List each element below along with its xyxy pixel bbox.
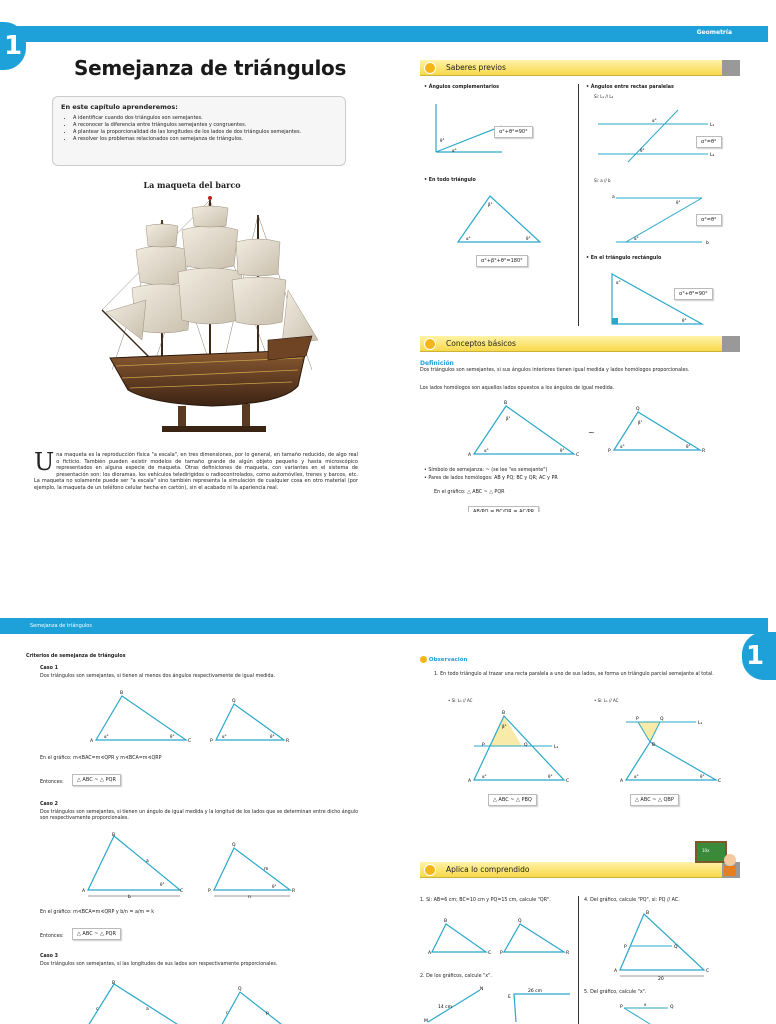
entonces-label: Entonces: (40, 934, 64, 939)
similarity-symbol: ~ (588, 428, 595, 437)
angle-label: α° (616, 280, 621, 285)
diagram-triangle (454, 192, 544, 246)
equation-box: α°+θ°=90° (494, 126, 533, 138)
vertex-label: B (444, 919, 448, 924)
case-text: Dos triángulos son semejantes, si tienen al menos dos ángulos respectivamente de igual medida. (40, 674, 276, 679)
diagram-observation-2 (620, 710, 730, 786)
page-189 (384, 512, 768, 1024)
header-title: Geometría (696, 29, 732, 36)
side-label: n (248, 895, 251, 900)
question-text: Del gráfico, calcule "PQ", si: PQ // AC. (590, 898, 680, 903)
condition-text: Si: a // b (594, 178, 611, 183)
heading-text: Ángulos complementarios (428, 85, 500, 90)
learning-goal-item: • A resolver los problemas relacionados con semejanza de triángulos. (73, 136, 337, 143)
heading-tri-rect: • En el triángulo rectángulo (586, 256, 662, 261)
vertex-label: P (636, 717, 639, 722)
side-label: 20 (658, 977, 664, 982)
learning-goal-item: • A identificar cuando dos triángulos son semejantes. (73, 115, 337, 122)
similarity-box: △ ABC ~ △ PQR (72, 928, 121, 940)
bullet-simbolo: • Símbolo de semejanza: ~ (se lee "es semejante") (424, 468, 548, 473)
line-label: L₁ (698, 721, 703, 726)
line-label: L₁ (710, 123, 715, 128)
vertex-label: Q (232, 843, 236, 848)
result-box: △ ABC ~ △ PBQ (488, 794, 537, 806)
question-text: Si: AB=6 cm; BC=10 cm y PQ=15 cm, calcule "QR". (426, 898, 551, 903)
heading-text: Ángulos entre rectas paralelas (590, 85, 674, 90)
ship-title: La maqueta del barco (143, 180, 241, 190)
definition-title: Definición (420, 360, 454, 367)
header-title: Semejanza de triángulos (30, 623, 92, 629)
angle-label: β° (502, 724, 507, 729)
section-label: Saberes previos (446, 63, 506, 72)
condition-body: Si: L₁ // AC (597, 698, 619, 703)
heading-ang-compl: • Ángulos complementarios (424, 85, 500, 90)
diagram-q1-abc (428, 918, 498, 958)
vertex-label: A (82, 889, 86, 894)
section-header-saberes (420, 60, 740, 76)
angle-label: θ° (170, 734, 175, 739)
bullet-pares: • Pares de lados homólogos: AB y PQ; BC y QR; AC y PR (424, 476, 558, 481)
vertex-label: A (428, 951, 432, 956)
angle-label: α° (104, 734, 109, 739)
question-2: 2. De los gráficos, calcule "x". (420, 974, 492, 979)
page-187 (384, 0, 768, 512)
vertex-label: Q (232, 699, 236, 704)
angle-label: β° (506, 416, 511, 421)
vertex-label: R (566, 951, 570, 956)
angle-label: α° (634, 236, 639, 241)
observation-label: Observación (428, 657, 468, 663)
angle-label: θ° (686, 444, 691, 449)
equation-box: α°+β°+θ°=180° (476, 255, 528, 267)
equation-box: α°+θ°=90° (674, 288, 713, 300)
angle-label: θ° (560, 448, 565, 453)
section-icon (424, 338, 436, 350)
header-bar (384, 618, 768, 634)
observation-heading (420, 656, 467, 663)
graph-note: En el gráfico: m∢BAC=m∢QPR y m∢BCA=m∢QRP (40, 756, 162, 761)
page-186 (0, 0, 384, 512)
diagram-case3-abc (84, 980, 194, 1024)
case-title: Caso 3 (40, 954, 58, 959)
line-label: L₁ (554, 745, 559, 750)
vertex-label: P (624, 945, 627, 950)
angle-label: α° (466, 236, 471, 241)
vertex-label: C (566, 779, 570, 784)
angle-label: β° (488, 202, 493, 207)
vertex-label: R (702, 449, 706, 454)
definition-text-2: Los lados homólogos son aquellos lados opuestos a los ángulos de igual medida. (420, 386, 615, 391)
chapter-number-badge: 1 (0, 22, 26, 70)
criteria-heading: Criterios de semejanza de triángulos (26, 654, 126, 659)
diagram-case2-abc (84, 832, 194, 898)
vertex-label: Q (670, 1005, 674, 1010)
condition-text: Si: L₁ // L₂ (594, 94, 614, 99)
vertex-label: P (208, 889, 211, 894)
learning-goal-item: • A plantear la proporcionalidad de las longitudes de los lados de dos triángulos semejantes. (73, 129, 337, 136)
observation-body: En todo triángulo al trazar una recta paralela a uno de sus lados, se forma un triángulo parcial semejante al total. (440, 672, 714, 677)
vertex-label: R (286, 739, 290, 744)
vertex-label: P (210, 739, 213, 744)
section-label: Conceptos básicos (446, 339, 516, 348)
section-header-aplica (420, 862, 740, 878)
vertex-label: C (180, 889, 184, 894)
similarity-box: △ ABC ~ △ PQR (72, 774, 121, 786)
result-box: △ ABC ~ △ QBP (630, 794, 679, 806)
side-label: m (264, 867, 269, 872)
vertex-label: Q (238, 987, 242, 992)
angle-label: α° (652, 118, 657, 123)
diagram-triangle-pqr (610, 404, 720, 454)
vertex-label: P (500, 951, 503, 956)
learning-goals-box (52, 96, 346, 166)
drop-cap: U (34, 448, 55, 476)
vertex-label: C (488, 951, 492, 956)
paragraph-text: na maqueta es la reproducción física "a escala", en tres dimensiones, por lo general, en tamaño reducido, de algo real o ficticio. También pueden existir modelos de tamaño grande de algún objeto pequeño y hasta microscópico representados en alguna especie de maqueta. Otras definiciones de maqueta, con variantes en el sistema de presentación son: los dioramas, los vehículos teledirigidos o radiocontrolados, como automóviles, trenes y barcos, etc. La maqueta no solamente puede ser "a escala" sino también representa la simulación de cualquier cosa en otro material (por ejemplo, la maqueta de un teléfono celular hecha en cartón), sin el acabado ni la apariencia real. (34, 452, 358, 491)
angle-label: β° (638, 420, 643, 425)
vertex-label: B (112, 981, 116, 986)
diagram-triangle-abc (454, 398, 584, 458)
vertex-label: B (120, 691, 124, 696)
vertex-label: B (502, 711, 506, 716)
question-1: 1. Si: AB=6 cm; BC=10 cm y PQ=15 cm, calcule "QR". (420, 898, 551, 903)
diagram-q2 (424, 986, 574, 1024)
header-bar (0, 26, 384, 42)
vertex-label: M (424, 1019, 428, 1024)
vertex-label: A (468, 453, 472, 458)
question-5: 5. Del gráfico, calcule "x". (584, 990, 647, 995)
side-label: r (226, 1011, 228, 1016)
column-divider (578, 84, 579, 326)
angle-label: θ° (272, 884, 277, 889)
vertex-label: E (508, 995, 511, 1000)
svg-text:10x: 10x (702, 848, 710, 853)
ship-image (92, 190, 328, 444)
vertex-label: B (504, 401, 508, 406)
angle-label: θ° (440, 138, 445, 143)
graph-note: En el gráfico: m∢BCA=m∢QRP y b/n = a/m = k (40, 910, 155, 915)
page-title: Semejanza de triángulos (74, 56, 347, 80)
section-icon (424, 62, 436, 74)
vertex-label: C (188, 739, 192, 744)
diagram-q1-pqr (500, 918, 576, 958)
line-label: a (612, 195, 615, 200)
side-label: a (146, 1007, 149, 1012)
case-text: Dos triángulos son semejantes, si tienen un ángulo de igual medida y la longitud de los lados que se determinan entre dicho ángulo son respectivamente proporcionales. (40, 810, 359, 821)
header-bar (384, 26, 768, 42)
diagram-q5 (620, 1002, 700, 1024)
line-label: L₂ (710, 153, 715, 158)
angle-label: θ° (700, 774, 705, 779)
section-icon (424, 864, 436, 876)
side-label: 14 cm (438, 1005, 453, 1010)
case-title: Caso 1 (40, 666, 58, 671)
vertex-label: P (482, 743, 485, 748)
vertex-label: A (620, 779, 624, 784)
vertex-label: N (480, 987, 484, 992)
vertex-label: Q (636, 407, 640, 412)
vertex-label: A (614, 969, 618, 974)
vertex-label: C (706, 969, 710, 974)
side-label: b (128, 895, 131, 900)
side-label: c (96, 1007, 99, 1012)
vertex-label: R (292, 889, 296, 894)
condition-text: • Si: L₁ // AC (594, 698, 619, 703)
learning-goals-heading: En este capítulo aprenderemos: (61, 103, 178, 111)
diagram-case3-pqr (216, 988, 296, 1024)
vertex-label: A (468, 779, 472, 784)
page-188 (0, 512, 384, 1024)
angle-label: θ° (160, 882, 165, 887)
diagram-case2-pqr (210, 844, 300, 898)
vertex-label: B (646, 911, 650, 916)
section-tab (722, 60, 740, 76)
question-text: Del gráfico, calcule "x". (590, 990, 647, 995)
diagram-case1-pqr (210, 698, 300, 744)
intro-paragraph (34, 448, 358, 491)
angle-label: α° (620, 444, 625, 449)
side-label: p (266, 1011, 269, 1016)
chapter-number-badge: 1 (742, 632, 776, 680)
column-divider (578, 896, 579, 1024)
heading-ang-paral: • Ángulos entre rectas paralelas (586, 85, 674, 90)
angle-label: α° (222, 734, 227, 739)
section-tab (722, 336, 740, 352)
vertex-label: Q (674, 945, 678, 950)
bullet-text: Símbolo de semejanza: ~ (se lee "es semejante") (428, 468, 548, 473)
question-4: 4. Del gráfico, calcule "PQ", si: PQ // AC. (584, 898, 680, 903)
teacher-board-icon (694, 838, 738, 878)
side-label: x (644, 1002, 647, 1007)
diagram-case1-abc (90, 688, 200, 744)
condition-body: Si: L₁ // AC (451, 698, 473, 703)
vertex-label: B (652, 743, 656, 748)
learning-goal-item: • A reconocer la diferencia entre triángulos semejantes y congruentes. (73, 122, 337, 129)
question-text: De los gráficos, calcule "x". (426, 974, 492, 979)
angle-label: α° (452, 148, 457, 153)
angle-label: α° (482, 774, 487, 779)
vertex-label: P (608, 449, 611, 454)
angle-label: θ° (676, 200, 681, 205)
case-title: Caso 2 (40, 802, 58, 807)
condition-text: • Si: L₁ // AC (448, 698, 473, 703)
equation-box: α°=θ° (696, 136, 722, 148)
vertex-label: P (620, 1005, 623, 1010)
graph-note: En el gráfico: △ ABC ~ △ PQR (434, 490, 505, 495)
angle-label: θ° (682, 318, 687, 323)
heading-text: En el triángulo rectángulo (590, 256, 662, 261)
entonces-label: Entonces: (40, 780, 64, 785)
side-label: a (146, 859, 149, 864)
vertex-label: C (718, 779, 722, 784)
angle-label: θ° (270, 734, 275, 739)
vertex-label: C (576, 453, 580, 458)
equation-box: α°=θ° (696, 214, 722, 226)
definition-text: Dos triángulos son semejantes, si sus ángulos interiores tienen igual medida y lados homólogos proporcionales. (420, 368, 690, 373)
case-text: Dos triángulos son semejantes, si las longitudes de sus lados son respectivamente proporcionales. (40, 962, 278, 967)
line-label: b (706, 241, 709, 246)
vertex-label: B (112, 833, 116, 838)
bullet-text: Pares de lados homólogos: AB y PQ; BC y QR; AC y PR (428, 476, 558, 481)
vertex-label: Q (518, 919, 522, 924)
diagram-q4 (614, 910, 714, 982)
vertex-label: A (90, 739, 94, 744)
heading-text: En todo triángulo (428, 178, 476, 183)
angle-label: α° (484, 448, 489, 453)
side-label: 26 cm (528, 989, 543, 994)
observation-text: 1. En todo triángulo al trazar una recta paralela a uno de sus lados, se forma un triángulo parcial semejante al total. (434, 672, 714, 677)
section-label: Aplica lo comprendido (446, 865, 530, 874)
angle-label: α° (634, 774, 639, 779)
section-header-conceptos (420, 336, 740, 352)
angle-label: θ° (526, 236, 531, 241)
heading-todo-tri: • En todo triángulo (424, 178, 476, 183)
diagram-observation-1 (468, 710, 578, 786)
angle-label: θ° (640, 148, 645, 153)
vertex-label: Q (660, 717, 664, 722)
observation-icon (420, 656, 427, 663)
vertex-label: Q (524, 743, 528, 748)
angle-label: θ° (548, 774, 553, 779)
